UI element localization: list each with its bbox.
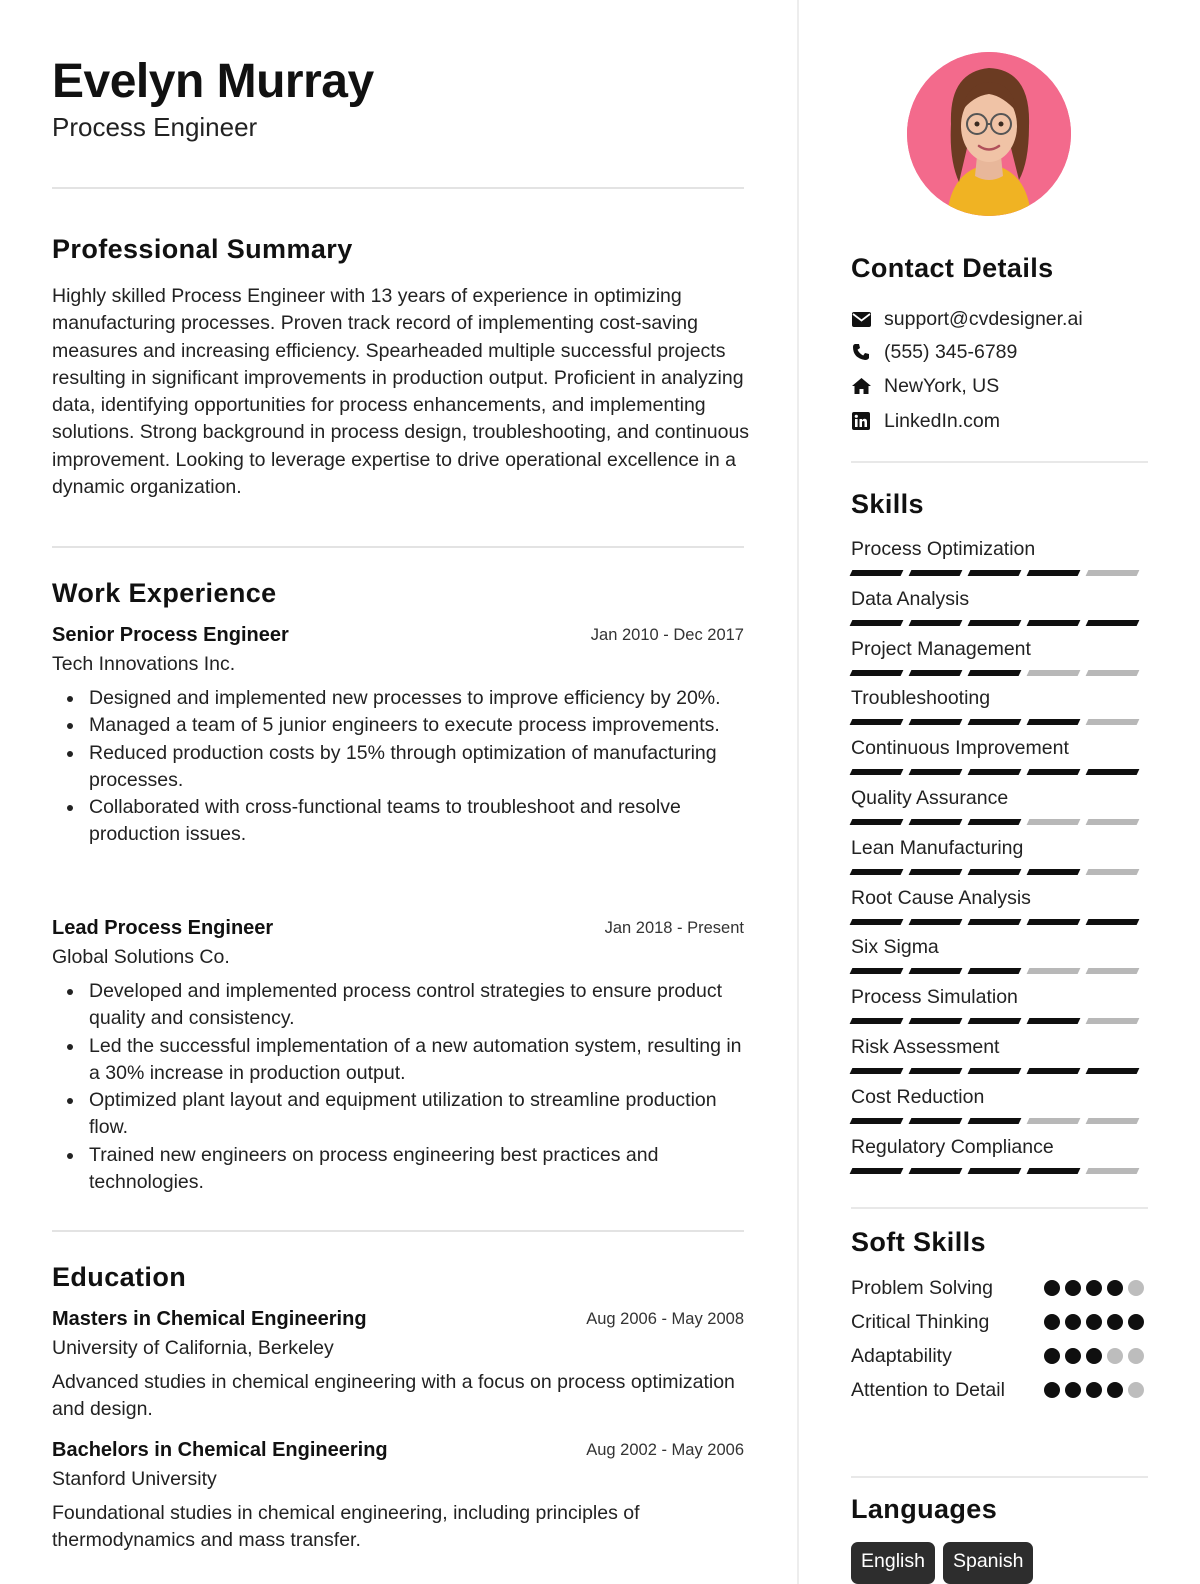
contact-phone[interactable] [851,338,1017,366]
skill-level-segment [1027,769,1081,775]
rating-dot [1086,1280,1102,1296]
language-tag: English [851,1542,935,1584]
skill-level-segment [909,968,963,974]
rating-dot [1086,1382,1102,1398]
summary-text: Highly skilled Process Engineer with 13 years of experience in optimizing manufacturing processes. Proven track record of implementing cost-saving measures and increasing efficiency. Spearheaded multiple successful projects resulting in significant improvements in production output. Proficient in analyzing data, identifying opportunities for process enhancements, and implementing solutions. Strong background in process design, troubleshooting, and continuous improvement. Looking to leverage expertise to drive operational excellence in a dynamic organization. [52,285,750,499]
candidate-name: Evelyn Murray [52,55,374,108]
skill-item [851,1136,1148,1174]
skill-level-bar [851,1068,1148,1074]
skill-level-segment [850,1068,904,1074]
divider [52,1230,744,1232]
skill-level-segment [1086,769,1140,775]
skill-level-bar [851,819,1148,825]
skill-level-segment [850,670,904,676]
skill-level-segment [968,670,1022,676]
skill-level-segment [1027,1018,1081,1024]
skill-level-segment [1086,719,1140,725]
skill-level-segment [968,719,1022,725]
education-heading: Education [52,1262,187,1292]
soft-skill-rating [1044,1348,1144,1364]
skill-level-bar [851,968,1148,974]
soft-skill-item [851,1309,1148,1336]
languages-list [851,1542,1033,1584]
portrait-illustration [907,52,1071,216]
skill-level-segment [1086,1168,1140,1174]
education-date: Aug 2002 - May 2006 [586,1441,744,1459]
languages-heading: Languages [851,1494,998,1524]
skill-item [851,1036,1148,1074]
skill-level-segment [1027,1118,1081,1124]
education-description: Foundational studies in chemical engineering, including principles of thermodynamics and mass transfer. [52,1502,640,1552]
divider [851,1476,1148,1478]
education-description: Advanced studies in chemical engineering with a focus on process optimization and design. [52,1371,735,1421]
skill-level-segment [1027,819,1081,825]
skill-level-segment [850,1118,904,1124]
job-bullet: Designed and implemented new processes to improve efficiency by 20%. [89,685,744,712]
skill-level-bar [851,670,1148,676]
skill-item [851,638,1148,676]
divider [52,546,744,548]
job-bullet: Developed and implemented process control strategies to ensure product quality and consistency. [89,978,744,1033]
skill-level-segment [909,570,963,576]
rating-dot [1065,1382,1081,1398]
skill-level-segment [850,620,904,626]
soft-skills-heading: Soft Skills [851,1227,986,1257]
skill-item [851,687,1148,725]
skill-level-segment [850,869,904,875]
linkedin-icon [851,411,871,431]
skill-level-segment [850,719,904,725]
skill-level-segment [968,1168,1022,1174]
skill-label: Project Management [851,637,1031,660]
job-company: Global Solutions Co. [52,946,230,968]
rating-dot [1128,1280,1144,1296]
skill-level-segment [1086,869,1140,875]
rating-dot [1128,1382,1144,1398]
skill-label: Quality Assurance [851,787,1009,809]
soft-skill-label: Adaptability [851,1345,952,1367]
soft-skill-item [851,1343,1148,1370]
skill-level-bar [851,919,1148,925]
contact-linkedin-text: LinkedIn.com [884,409,1000,432]
skill-item [851,887,1148,925]
contact-email-text: support@cvdesigner.ai [884,307,1083,330]
rating-dot [1107,1382,1123,1398]
skill-level-segment [850,819,904,825]
skill-level-segment [1027,719,1081,725]
rating-dot [1044,1314,1060,1330]
skill-item [851,787,1148,825]
summary-heading: Professional Summary [52,234,353,264]
job-bullet: Collaborated with cross-functional teams to troubleshoot and resolve production issues. [89,794,744,849]
education-date: Aug 2006 - May 2008 [586,1310,744,1328]
home-icon [851,376,871,396]
skill-level-segment [968,1018,1022,1024]
phone-icon [851,342,871,362]
skill-level-segment [968,1068,1022,1074]
skill-item [851,936,1148,974]
skill-level-segment [1027,570,1081,576]
soft-skill-item [851,1377,1148,1404]
skill-level-segment [1086,919,1140,925]
skill-level-segment [909,869,963,875]
skill-level-segment [968,919,1022,925]
skill-item [851,1086,1148,1124]
language-tag: Spanish [943,1542,1033,1584]
skill-label: Data Analysis [851,587,970,610]
skill-level-segment [850,919,904,925]
skill-level-segment [909,1018,963,1024]
contact-phone-text: (555) 345-6789 [884,340,1018,363]
rating-dot [1065,1280,1081,1296]
rating-dot [1086,1314,1102,1330]
skill-label: Troubleshooting [851,687,991,710]
profile-photo [907,52,1071,216]
skill-level-segment [909,1068,963,1074]
skill-level-segment [968,819,1022,825]
skill-level-segment [968,620,1022,626]
education-entry [52,1308,744,1424]
job-entry [52,624,744,849]
skill-label: Lean Manufacturing [851,836,1024,859]
soft-skill-item [851,1275,1148,1302]
rating-dot [1128,1348,1144,1364]
skill-label: Six Sigma [851,936,939,959]
skill-level-segment [1086,1118,1140,1124]
skill-label: Cost Reduction [851,1085,985,1108]
skill-level-segment [1027,869,1081,875]
skill-item [851,737,1148,775]
envelope-icon [851,309,871,329]
job-title: Lead Process Engineer [52,917,274,939]
contact-location-text: NewYork, US [884,374,1000,397]
rating-dot [1044,1280,1060,1296]
skill-level-segment [968,968,1022,974]
contact-heading: Contact Details [851,253,1054,283]
skill-label: Process Optimization [851,538,1036,560]
skills-heading: Skills [851,489,924,519]
skill-level-segment [909,719,963,725]
skill-level-bar [851,1118,1148,1124]
rating-dot [1065,1348,1081,1364]
job-bullet: Reduced production costs by 15% through optimization of manufacturing processes. [89,740,744,795]
school-name: University of California, Berkeley [52,1337,334,1359]
contact-location [851,372,999,400]
skill-level-segment [1027,670,1081,676]
skill-level-segment [968,1118,1022,1124]
skill-level-segment [1086,968,1140,974]
skill-level-segment [909,919,963,925]
job-title: Senior Process Engineer [52,624,289,646]
skill-level-segment [850,1018,904,1024]
skill-level-segment [850,1168,904,1174]
skill-level-segment [850,570,904,576]
skill-level-bar [851,719,1148,725]
skill-level-segment [909,620,963,626]
skill-item [851,986,1148,1024]
skill-item [851,837,1148,875]
divider [851,1207,1148,1209]
skill-level-segment [1027,968,1081,974]
skill-label: Root Cause Analysis [851,886,1031,909]
skill-label: Process Simulation [851,986,1018,1009]
contact-email[interactable] [851,305,1083,333]
skill-level-bar [851,769,1148,775]
skill-level-segment [1027,919,1081,925]
job-date: Jan 2010 - Dec 2017 [590,626,744,644]
skill-level-segment [850,769,904,775]
rating-dot [1086,1348,1102,1364]
soft-skill-rating [1044,1280,1144,1296]
soft-skill-label: Attention to Detail [851,1379,1005,1401]
rating-dot [1065,1314,1081,1330]
job-date: Jan 2018 - Present [604,919,744,937]
skill-item [851,538,1148,576]
skill-label: Regulatory Compliance [851,1135,1054,1158]
skill-level-segment [1086,620,1140,626]
divider [851,461,1148,463]
skill-level-segment [909,1118,963,1124]
job-bullet: Trained new engineers on process engineering best practices and technologies. [89,1142,744,1197]
skill-level-segment [968,769,1022,775]
skill-level-segment [1086,670,1140,676]
skill-level-segment [1027,1068,1081,1074]
job-bullets [52,685,744,849]
job-company: Tech Innovations Inc. [52,653,236,675]
skill-level-segment [909,769,963,775]
skill-level-segment [1086,570,1140,576]
skill-level-segment [1086,819,1140,825]
skill-level-bar [851,1018,1148,1024]
school-name: Stanford University [52,1468,217,1490]
divider [52,187,744,189]
skill-level-segment [850,968,904,974]
rating-dot [1107,1280,1123,1296]
skill-level-segment [968,570,1022,576]
rating-dot [1107,1314,1123,1330]
rating-dot [1107,1348,1123,1364]
skill-level-segment [909,1168,963,1174]
rating-dot [1128,1314,1144,1330]
skill-level-segment [909,819,963,825]
soft-skill-label: Critical Thinking [851,1311,990,1333]
rating-dot [1044,1382,1060,1398]
skill-label: Risk Assessment [851,1036,1000,1058]
contact-linkedin[interactable] [851,407,1000,435]
education-entry [52,1439,744,1555]
degree-title: Bachelors in Chemical Engineering [52,1439,388,1461]
skill-label: Continuous Improvement [851,737,1069,760]
skill-item [851,588,1148,626]
soft-skill-rating [1044,1382,1144,1398]
skill-level-segment [968,869,1022,875]
job-bullet: Led the successful implementation of a new automation system, resulting in a 30% increase in production output. [89,1033,744,1088]
rating-dot [1044,1348,1060,1364]
skill-level-bar [851,570,1148,576]
job-bullet: Managed a team of 5 junior engineers to execute process improvements. [89,712,744,739]
skill-level-segment [1086,1018,1140,1024]
skill-level-segment [1086,1068,1140,1074]
skill-level-bar [851,869,1148,875]
skill-level-segment [909,670,963,676]
candidate-title: Process Engineer [52,112,258,142]
skill-level-segment [1027,1168,1081,1174]
skill-level-segment [1027,620,1081,626]
degree-title: Masters in Chemical Engineering [52,1308,367,1330]
skill-level-bar [851,1168,1148,1174]
soft-skill-label: Problem Solving [851,1277,993,1299]
job-bullets [52,978,744,1196]
skill-level-bar [851,620,1148,626]
soft-skill-rating [1044,1314,1144,1330]
job-bullet: Optimized plant layout and equipment utilization to streamline production flow. [89,1087,744,1142]
experience-heading: Work Experience [52,578,277,608]
job-entry [52,917,744,1196]
